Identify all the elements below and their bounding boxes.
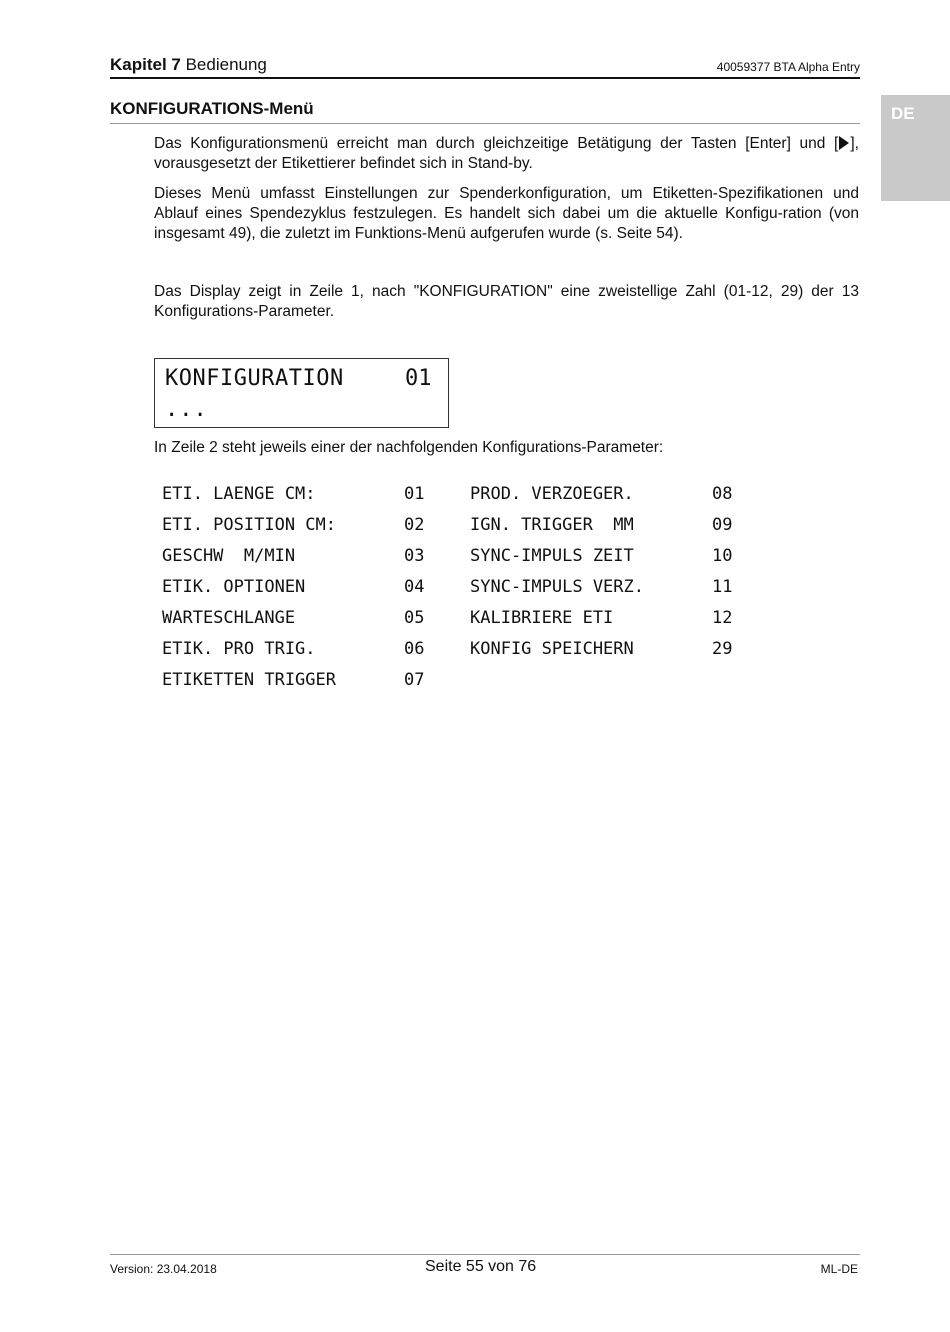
footer-language-code: ML-DE (820, 1262, 858, 1276)
parameter-row (470, 515, 750, 546)
parameter-label: GESCHW M/MIN (162, 546, 296, 566)
parameter-list-left (162, 484, 442, 701)
lcd-display (154, 358, 449, 428)
play-arrow-icon (839, 136, 849, 150)
parameter-number: 05 (404, 608, 425, 628)
parameter-row (162, 515, 442, 546)
chapter-label: Kapitel 7 (110, 55, 181, 74)
title-rule (110, 123, 860, 124)
chapter-heading (110, 55, 267, 75)
parameter-number: 06 (404, 639, 425, 659)
parameter-label: PROD. VERZOEGER. (470, 484, 634, 504)
parameter-label: ETI. POSITION CM: (162, 515, 336, 535)
parameter-label: WARTESCHLANGE (162, 608, 296, 628)
parameter-row (470, 484, 750, 515)
parameter-number: 29 (712, 639, 733, 659)
parameter-row (470, 577, 750, 608)
parameter-label: KALIBRIERE ETI (470, 608, 614, 628)
parameter-number: 12 (712, 608, 733, 628)
parameter-row (162, 670, 442, 701)
parameter-number: 03 (404, 546, 425, 566)
lcd-line2-text: ... (165, 397, 208, 422)
paragraph-parameters-intro: In Zeile 2 steht jeweils einer der nachfolgenden Konfigurations-Parameter: (154, 439, 664, 456)
parameter-number: 02 (404, 515, 425, 535)
parameter-number: 07 (404, 670, 425, 690)
parameter-label: ETI. LAENGE CM: (162, 484, 316, 504)
page-header (110, 55, 860, 77)
parameter-list-right (470, 484, 750, 670)
paragraph-display-info: Das Display zeigt in Zeile 1, nach "KONFIGURATION" eine zweistellige Zahl (01-12, 29) der 13 Konfigurations-Parameter. (154, 283, 859, 320)
paragraph-access-part2: ], vorausgesetzt der Etikettierer befindet sich in Stand-by. (154, 135, 859, 172)
footer-rule (110, 1254, 860, 1255)
parameter-label: ETIKETTEN TRIGGER (162, 670, 336, 690)
parameter-row (470, 639, 750, 670)
parameter-number: 01 (404, 484, 425, 504)
language-tab-label: DE (891, 104, 915, 123)
parameter-row (162, 484, 442, 515)
paragraph-access-part1: Das Konfigurationsmenü erreicht man durch gleichzeitige Betätigung der Tasten [Enter] und [ (154, 135, 839, 152)
parameter-number: 09 (712, 515, 733, 535)
header-rule (110, 77, 860, 79)
parameter-label: SYNC-IMPULS VERZ. (470, 577, 644, 597)
parameter-row (162, 577, 442, 608)
parameter-row (470, 546, 750, 577)
parameter-row (162, 608, 442, 639)
footer-page-number: Seite 55 von 76 (425, 1258, 537, 1275)
chapter-title: Bedienung (185, 55, 267, 74)
section-title: KONFIGURATIONS-Menü (110, 99, 314, 118)
parameter-row (470, 608, 750, 639)
parameter-number: 10 (712, 546, 733, 566)
parameter-row (162, 639, 442, 670)
lcd-line1-text: KONFIGURATION (165, 366, 344, 391)
parameter-number: 04 (404, 577, 425, 597)
parameter-label: IGN. TRIGGER MM (470, 515, 634, 535)
footer-version: Version: 23.04.2018 (110, 1262, 217, 1276)
document-id: 40059377 BTA Alpha Entry (716, 60, 860, 74)
parameter-label: ETIK. OPTIONEN (162, 577, 306, 597)
parameter-row (162, 546, 442, 577)
parameter-label: SYNC-IMPULS ZEIT (470, 546, 634, 566)
lcd-line1-number: 01 (405, 366, 432, 391)
paragraph-access (154, 134, 859, 174)
parameter-number: 11 (712, 577, 733, 597)
parameter-number: 08 (712, 484, 733, 504)
paragraph-description: Dieses Menü umfasst Einstellungen zur Spenderkonfiguration, um Etiketten-Spezifikationen und Ablauf eines Spendezyklus festzulegen. Es handelt sich dabei um die aktuelle Konfigu-ration (von insgesamt 49), die zuletzt im Funktions-Menü aufgerufen wurde (s. Seite 54). (154, 185, 859, 242)
language-tab (881, 95, 950, 201)
parameter-label: ETIK. PRO TRIG. (162, 639, 316, 659)
parameter-label: KONFIG SPEICHERN (470, 639, 634, 659)
